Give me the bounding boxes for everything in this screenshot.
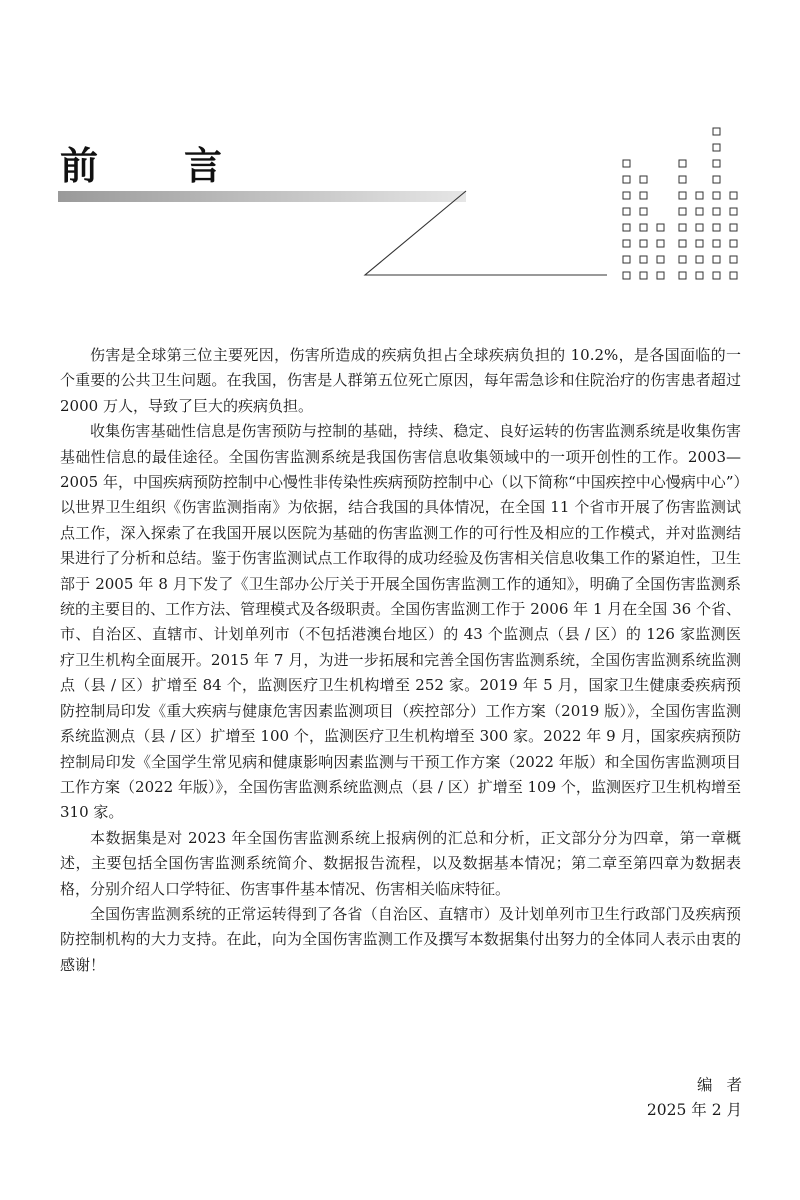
signature-date: 2025 年 2 月 xyxy=(646,1101,742,1119)
title-diagonal-line xyxy=(365,191,607,275)
paragraph-4: 全国伤害监测系统的正常运转得到了各省（自治区、直辖市）及计划单列市卫生行政部门及疾病预防控制机构的大力支持。在此，向为全国伤害监测工作及撰写本数据集付出努力的全体同人表示由衷的感谢！ xyxy=(60,904,741,974)
paragraph-2: 收集伤害基础性信息是伤害预防与控制的基础，持续、稳定、良好运转的伤害监测系统是收集伤害基础性信息的最佳途径。全国伤害监测系统是我国伤害信息收集领域中的一项开创性的工作。2003—2005 年，中国疾病预防控制中心慢性非传染性疾病预防控制中心（以下简称“中国疾控中心慢病中心”）以世界卫生组织《伤害监测指南》为依据，结合我国的具体情况，在全国 11 个省市开展了伤害监测试点工作，深入探索了在我国开展以医院为基础的伤害监测工作的可行性及相应的工作模式，并对监测结果进行了分析和总结。鉴于伤害监测试点工作取得的成功经验及伤害相关信息收集工作的紧迫性，卫生部于 2005 年 8 月下发了《卫生部办公厅关于开展全国伤害监测工作的通知》，明确了全国伤害监测系统的主要目的、工作方法、管理模式及各级职责。全国伤害监测工作于 2006 年 1 月在全国 36 个省、市、自治区、直辖市、计划单列市（不包括港澳台地区）的 43 个监测点（县 / 区）的 126 家监测医疗卫生机构全面展开。2015 年 7 月，为进一步拓展和完善全国伤害监测系统，全国伤害监测系统监测点（县 / 区）扩增至 84 个，监测医疗卫生机构增至 252 家。2019 年 5 月，国家卫生健康委疾病预防控制局印发《重大疾病与健康危害因素监测项目（疾控部分）工作方案（2019 版）》，全国伤害监测系统监测点（县 / 区）扩增至 100 个，监测医疗卫生机构增至 300 家。2022 年 9 月，国家疾病预防控制局印发《全国学生常见病和健康影响因素监测与干预工作方案（2022 年版）和全国伤害监测项目工作方案（2022 年版）》，全国伤害监测系统监测点（县 / 区）扩增至 109 个，监测医疗卫生机构增至 310 家。 xyxy=(60,422,741,822)
page-title: 前 言 xyxy=(60,143,247,188)
square-grid-decoration xyxy=(623,128,737,279)
paragraph-1: 伤害是全球第三位主要死因，伤害所造成的疾病负担占全球疾病负担的 10.2%，是各国面临的一个重要的公共卫生问题。在我国，伤害是人群第五位死亡原因，每年需急诊和住院治疗的伤害患者超过 2000 万人，导致了巨大的疾病负担。 xyxy=(60,346,741,415)
preface-body xyxy=(60,343,741,978)
signature-author: 编者 xyxy=(696,1076,756,1094)
paragraph-3: 本数据集是对 2023 年全国伤害监测系统上报病例的汇总和分析，正文部分分为四章，第一章概述，主要包括全国伤害监测系统简介、数据报告流程，以及数据基本情况；第二章至第四章为数据表格，分别介绍人口学特征、伤害事件基本情况、伤害相关临床特征。 xyxy=(60,828,741,898)
title-underline-band xyxy=(58,191,466,202)
signature-block xyxy=(646,1073,756,1123)
